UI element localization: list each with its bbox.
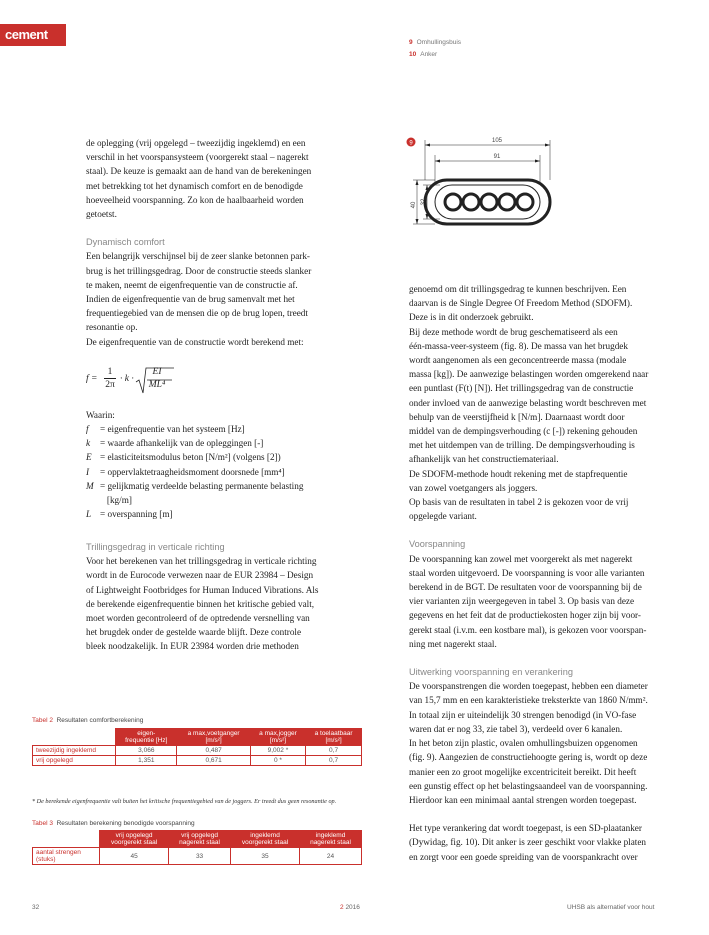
table-cell: 0,487 xyxy=(177,746,250,756)
svg-text:cement: cement xyxy=(5,27,48,42)
column-header: a max,voetganger [m/s²] xyxy=(177,729,250,746)
eigenfrequency-formula: f = 1 2π · k · EI ML⁴ xyxy=(86,366,206,400)
text-line: van zowel voetgangers als joggers. xyxy=(409,482,538,493)
text-line: met betrekking tot het dynamisch comfort en de benodigde xyxy=(86,180,303,191)
text-line: In het beton zijn plastic, ovalen omhullingsbuizen opgenomen xyxy=(409,738,638,749)
definition-row: I = oppervlaktetraagheidsmoment doorsnede [mm⁴] xyxy=(86,466,285,477)
svg-text:40: 40 xyxy=(411,201,417,209)
table-3-caption: Tabel 3 Resultaten berekening benodigde voorspanning xyxy=(32,820,195,827)
text-line: de berekende eigenfrequentie binnen het kritische gebied valt, xyxy=(86,598,315,609)
text-line: De SDOFM-methode houdt rekening met de stapfrequentie xyxy=(409,468,628,479)
text-line: opgelegde variant. xyxy=(409,511,477,522)
text-line: manier een zo groot mogelijke excentriciteit bereikt. Dit heeft xyxy=(409,766,637,777)
figure-9-cross-section xyxy=(405,135,585,235)
running-title: UHSB als alternatief voor hout xyxy=(567,904,655,911)
table-cell: 33 xyxy=(169,848,231,865)
text-line: of Lightweight Footbridges for Human Induced Vibrations. Als xyxy=(86,584,319,595)
text-line: het brugdek onder de gestelde waarde blijft. Deze controle xyxy=(86,627,302,638)
table-cell: 45 xyxy=(100,848,169,865)
paragraph-sdofm xyxy=(409,282,679,523)
text-line: berekend in de BGT. De resultaten voor de voorspanning bij de xyxy=(409,582,642,593)
left-column xyxy=(86,136,366,349)
text-line: genoemd om dit trillingsgedrag te kunnen beschrijven. Een xyxy=(409,284,627,294)
table-cell: 24 xyxy=(300,848,362,865)
table-cell: 1,351 xyxy=(116,756,177,766)
table-row: aantal strengen (stuks) 45 33 35 24 xyxy=(33,848,362,865)
table-3 xyxy=(32,830,362,865)
table-cell: 0 * xyxy=(250,756,305,766)
paragraph-trillingsgedrag xyxy=(86,554,366,653)
heading-trillingsgedrag: Trillingsgedrag in verticale richting xyxy=(86,542,225,552)
text-line: van 15,7 mm en een karakteristieke treksterkte van 1860 N/mm². xyxy=(409,695,648,706)
text-line: onder invloed van de aanwezige belasting wordt beschreven met xyxy=(409,397,647,408)
intro-paragraph xyxy=(86,136,366,221)
text-line: Hierdoor kan een minimaal aantal strengen worden toegepast. xyxy=(409,794,637,805)
text-line: een gunstig effect op het belastingsaandeel van de voorspanning. xyxy=(409,780,648,791)
table-cell: 0,7 xyxy=(306,756,362,766)
text-line: middel van de dempingsverhouding (c [-]) rekening gehouden xyxy=(409,426,638,437)
text-line: staal). De keuze is gemaakt aan de hand van de berekeningen xyxy=(86,166,312,177)
table-header-row xyxy=(33,729,362,746)
text-line: een puntlast (F(t) [N]). Het trillingsgedrag van de constructie xyxy=(409,383,634,394)
text-line: Bij deze methode wordt de brug geschematiseerd als een xyxy=(409,326,618,337)
table-2-note: * De berekende eigenfrequentie valt buiten het kritische frequentiegebied van de joggers. Er treedt dus geen resonantie op. xyxy=(32,798,337,805)
column-header: a toelaatbaar [m/s²] xyxy=(306,729,362,746)
legend-item-9: 9 Omhullingsbuis xyxy=(409,39,462,46)
table-2 xyxy=(32,728,362,766)
svg-text:9: 9 xyxy=(409,140,413,147)
paragraph-uitwerking xyxy=(409,679,679,807)
svg-text:91: 91 xyxy=(493,154,501,160)
table-cell: 0,671 xyxy=(177,756,250,766)
table-cell: 3,066 xyxy=(116,746,177,756)
text-line: Een belangrijk verschijnsel bij de zeer slanke betonnen park- xyxy=(86,251,310,262)
text-line: (fig. 9). Aangezien de constructiehoogte gering is, wordt op deze xyxy=(409,752,648,763)
column-header: ingeklemd voorgerekt staal xyxy=(231,831,300,848)
text-line: Indien de eigenfrequentie van de brug samenvalt met het xyxy=(86,294,295,305)
text-line: ning met nagerekt staal. xyxy=(409,638,497,649)
text-line: afhankelijk van het constructiemateriaal. xyxy=(409,454,559,465)
text-line: massa [kg]). De aanwezige belastingen worden omgerekend naar xyxy=(409,369,649,380)
text-line: De voorspanning kan zowel met voorgerekt als met nagerekt xyxy=(409,553,633,564)
definition-row: E = elasticiteitsmodulus beton [N/m²] (volgens [2]) xyxy=(86,452,281,463)
column-header: eigen- frequentie [Hz] xyxy=(116,729,177,746)
variable-definitions xyxy=(86,422,303,521)
left-column-lower xyxy=(86,540,366,654)
right-column xyxy=(409,282,679,864)
text-line: hoeveelheid voorspanning. Zo kon de haalbaarheid worden xyxy=(86,194,304,205)
table-row: vrij opgelegd 1,351 0,671 0 * 0,7 xyxy=(33,756,362,766)
text-line: te maken, neemt de eigenfrequentie van de constructie af. xyxy=(86,279,298,290)
definition-row: f = eigenfrequentie van het systeem [Hz] xyxy=(86,424,245,434)
text-line: en zorgt voor een goede spreiding van de voorspankracht over xyxy=(409,851,638,862)
text-line: getoetst. xyxy=(86,209,117,220)
text-line: met het uitdempen van de trilling. De dempingsverhouding is xyxy=(409,440,635,451)
text-line: daarvan is de Single Degree Of Freedom Method (SDOFM). xyxy=(409,298,633,309)
table-2-caption: Tabel 2 Resultaten comfortberekening xyxy=(32,717,144,724)
svg-text:105: 105 xyxy=(491,138,503,144)
definition-row: k = waarde afhankelijk van de opleggingen [-] xyxy=(86,438,264,449)
text-line: de oplegging (vrij opgelegd – tweezijdig ingeklemd) en een xyxy=(86,138,306,148)
page-number: 32 xyxy=(32,904,40,911)
text-line: waren dat er nog 33, zie tabel 3), verdeeld over 6 kanalen. xyxy=(409,723,623,734)
definition-row: L = overspanning [m] xyxy=(86,509,173,520)
text-line: wordt aangenomen als een geconcentreerde massa (modale xyxy=(409,355,627,366)
text-line: De voorspanstrengen die worden toegepast, hebben een diameter xyxy=(409,681,648,692)
heading-uitwerking: Uitwerking voorspanning en verankering xyxy=(409,667,573,678)
table-header-row xyxy=(33,831,362,848)
text-line: frequentiegebied van de mensen die op de brug lopen, treedt xyxy=(86,308,308,319)
column-header: vrij opgelegd voorgerekt staal xyxy=(100,831,169,848)
text-line: bleek noodzakelijk. In EUR 23984 worden drie methoden xyxy=(86,641,299,652)
text-line: vier varianten zijn weergegeven in tabel 3. Op basis van deze xyxy=(409,596,635,607)
paragraph-voorspanning xyxy=(409,552,679,651)
text-line: In totaal zijn er uiteindelijk 30 strengen benodigd (in VO-fase xyxy=(409,709,637,720)
text-line: wordt in de Eurocode verwezen naar de EUR 23984 – Design xyxy=(86,570,314,581)
cement-logo xyxy=(0,24,66,46)
text-line: gerekt staal (i.v.m. een kostbare mal), is gekozen voor voorspan- xyxy=(409,624,647,635)
waarin-label: Waarin: xyxy=(86,410,115,420)
definition-row: [kg/m] xyxy=(100,495,132,506)
text-line: één-massa-veer-systeem (fig. 8). De massa van het brugdek xyxy=(409,340,628,351)
paragraph-verankering xyxy=(409,821,679,864)
text-line: staal worden uitgevoerd. De voorspanning is voor alle varianten xyxy=(409,567,645,578)
text-line: gegevens en het feit dat de productiekosten hoger zijn bij voor- xyxy=(409,610,641,621)
text-line: Het type verankering dat wordt toegepast, is een SD-plaatanker xyxy=(409,823,642,834)
text-line: behulp van de veerstijfheid k [N/m]. Daarnaast wordt door xyxy=(409,411,625,422)
paragraph-dynamisch xyxy=(86,249,366,348)
text-line: Voor het berekenen van het trillingsgedrag in verticale richting xyxy=(86,556,317,567)
table-cell: 35 xyxy=(231,848,300,865)
text-line: verschil in het voorspansysteem (voorgerekt staal – nagerekt xyxy=(86,152,309,163)
table-cell: 9,002 * xyxy=(250,746,305,756)
text-line: (Dywidag, fig. 10). Dit anker is zeer geschikt voor vlakke platen xyxy=(409,837,647,848)
issue-number: 2 2016 xyxy=(340,904,360,911)
text-line: De eigenfrequentie van de constructie wordt berekend met: xyxy=(86,336,304,347)
text-line: moet worden gecontroleerd of de optredende versnelling van xyxy=(86,613,310,624)
text-line: brug is het trillingsgedrag. Door de constructie steeds slanker xyxy=(86,265,312,276)
column-header: ingeklemd nagerekt staal xyxy=(300,831,362,848)
text-line: Deze is in dit onderzoek gebruikt. xyxy=(409,312,534,323)
text-line: Op basis van de resultaten in tabel 2 is gekozen voor de vrij xyxy=(409,497,629,508)
heading-voorspanning: Voorspanning xyxy=(409,539,466,550)
definition-row: M = gelijkmatig verdeelde belasting permanente belasting xyxy=(86,480,304,491)
column-header: a max,jogger [m/s²] xyxy=(250,729,305,746)
table-cell: 0,7 xyxy=(306,746,362,756)
column-header: vrij opgelegd nagerekt staal xyxy=(169,831,231,848)
text-line: resonantie op. xyxy=(86,322,138,333)
legend-item-10: 10 Anker xyxy=(409,51,438,58)
svg-text:32: 32 xyxy=(421,198,427,206)
heading-dynamisch-comfort: Dynamisch comfort xyxy=(86,237,165,248)
table-row: tweezijdig ingeklemd 3,066 0,487 9,002 * 0,7 xyxy=(33,746,362,756)
